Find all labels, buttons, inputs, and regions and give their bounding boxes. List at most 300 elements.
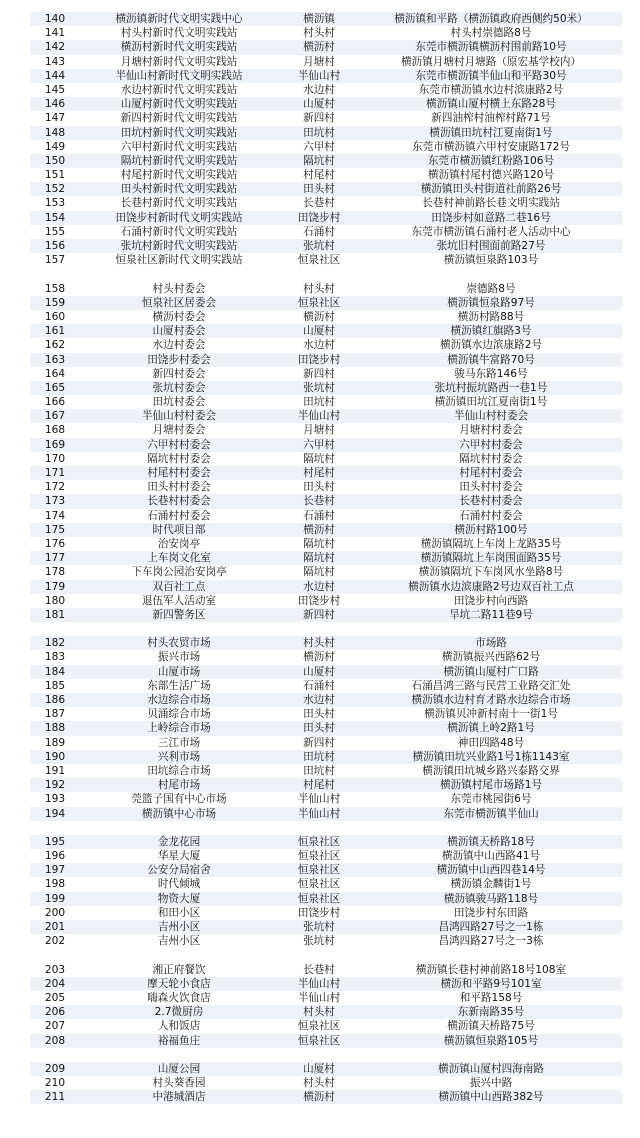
row-number: 185 (44, 679, 66, 692)
venue-name: 莞篮子国有中心市场 (131, 793, 227, 806)
venue-name: 湘正府餐饮 (152, 963, 206, 976)
table-row (30, 126, 622, 140)
table-row (30, 920, 622, 934)
village-name: 长巷村 (303, 963, 335, 976)
table-row (30, 509, 622, 523)
venue-address: 长巷村神前路长巷文明实践站 (422, 197, 560, 210)
venue-name: 吉州小区 (157, 935, 201, 948)
venue-name: 村尾村新时代文明实践站 (120, 169, 238, 182)
village-name: 水边村 (303, 580, 335, 593)
table-row (30, 111, 622, 125)
village-name: 田饶步村 (297, 906, 341, 919)
village-name: 横沥村 (303, 310, 335, 323)
village-name: 田头村 (303, 708, 335, 721)
table-row (30, 1034, 622, 1048)
venue-name: 村头农贸市场 (147, 637, 211, 650)
row-number: 188 (44, 722, 66, 735)
venue-name: 石涌村村委会 (147, 509, 211, 522)
venue-address: 横沥镇水边滨康路2号边双百社工点 (408, 580, 574, 593)
venue-name: 村尾村村委会 (147, 467, 211, 479)
row-number: 163 (44, 353, 66, 366)
venue-address: 田饶步村如意路二巷16号 (431, 211, 551, 224)
table-row (30, 381, 622, 395)
table-row (30, 863, 622, 877)
row-number: 193 (44, 793, 66, 806)
row-number: 153 (44, 197, 66, 210)
village-name: 山厦村 (303, 665, 335, 678)
venue-name: 半仙山村新时代文明实践站 (115, 69, 243, 82)
village-name: 恒泉社区 (297, 864, 341, 877)
village-name: 田坑村 (303, 750, 335, 763)
row-number: 155 (44, 225, 66, 238)
venue-address: 东莞市桃园街6号 (450, 793, 532, 806)
venue-address: 横沥镇金麟街1号 (450, 878, 532, 891)
row-number: 169 (44, 438, 66, 451)
table-row (30, 650, 622, 664)
group-separator (30, 1048, 622, 1062)
row-number: 192 (44, 779, 66, 792)
venue-address: 横沥镇村尾市场路1号 (439, 779, 543, 792)
table-row (30, 750, 622, 764)
table-row (30, 693, 622, 707)
venue-name: 田头村新时代文明实践站 (120, 183, 238, 196)
village-name: 石涌村 (303, 225, 335, 238)
village-name: 村尾村 (303, 779, 335, 792)
village-name: 村头村 (303, 282, 335, 295)
row-number: 194 (44, 807, 66, 820)
venue-address: 昌鸿四路27号之一1栋 (438, 921, 544, 933)
venue-address: 横沥镇中山西四巷14号 (436, 864, 546, 877)
village-name: 隔坑村 (303, 537, 335, 550)
venue-address: 东莞市横沥镇横沥村围前路10号 (415, 41, 567, 54)
row-number: 143 (44, 55, 66, 68)
village-name: 横沥镇 (303, 13, 335, 25)
village-name: 田头村 (303, 481, 335, 494)
venue-address: 骏马东路146号 (454, 367, 528, 380)
venue-name: 山厦市场 (157, 665, 201, 678)
venue-name: 山厦村新时代文明实践站 (120, 98, 238, 111)
venue-address: 田饶步村东田路 (453, 906, 529, 919)
venue-address: 旱坑二路11巷9号 (449, 608, 533, 621)
village-name: 恒泉社区 (297, 1034, 341, 1047)
group-separator (30, 948, 622, 962)
row-number: 158 (44, 282, 66, 295)
row-number: 172 (44, 481, 66, 494)
venue-name: 兴利市场 (157, 750, 201, 763)
village-name: 恒泉社区 (297, 878, 341, 891)
village-name: 田饶步村 (297, 211, 341, 224)
venue-name: 人和饭店 (157, 1020, 201, 1033)
venue-name: 月塘村新时代文明实践站 (120, 55, 238, 68)
venue-address: 东莞市横沥镇六甲村安康路172号 (412, 140, 570, 153)
venue-name: 吉州小区 (157, 921, 201, 933)
table-row (30, 551, 622, 565)
venue-address: 横沥镇山厦村四海南路 (438, 1062, 544, 1075)
venue-name: 田头村村委会 (147, 481, 211, 494)
table-row (30, 736, 622, 750)
village-name: 田头村 (303, 722, 335, 735)
village-name: 张坑村 (303, 240, 335, 252)
village-name: 半仙山村 (297, 793, 341, 806)
table-row (30, 12, 622, 26)
venue-address: 横沥镇振兴西路62号 (441, 651, 541, 664)
venue-address: 隔坑村村委会 (459, 452, 523, 465)
table-row (30, 367, 622, 381)
venue-name: 村头葵香园 (152, 1077, 206, 1090)
venue-address: 横沥和平路9号101室 (440, 977, 542, 990)
table-row (30, 1076, 622, 1090)
table-row (30, 849, 622, 863)
village-name: 横沥村 (303, 41, 335, 54)
venue-name: 三江市场 (157, 736, 201, 749)
table-row (30, 877, 622, 891)
row-number: 147 (44, 112, 66, 125)
venue-name: 公安分局宿舍 (147, 864, 211, 877)
venue-name: 长巷村村委会 (147, 495, 211, 508)
row-number: 179 (44, 580, 66, 593)
village-name: 新四村 (303, 608, 335, 621)
venue-address: 横沥镇山厦村广口路 (443, 665, 539, 678)
table-row (30, 310, 622, 324)
village-name: 山厦村 (303, 325, 335, 338)
table-row (30, 97, 622, 111)
venue-name: 上车岗文化室 (147, 552, 211, 565)
village-name: 新四村 (303, 736, 335, 749)
venue-address: 田头村村委会 (459, 481, 523, 494)
venue-name: 新四村委会 (152, 367, 206, 380)
venue-address: 横沥镇田坑城乡路兴泰路交界 (422, 764, 560, 777)
table-row (30, 69, 622, 83)
venue-address: 横沥镇山厦村横上东路28号 (425, 98, 556, 111)
row-number: 154 (44, 211, 66, 224)
venue-name: 和田小区 (157, 906, 201, 919)
venue-address: 昌鸿四路27号之一3栋 (438, 935, 544, 948)
row-number: 203 (44, 963, 66, 976)
village-name: 村头村 (303, 27, 335, 40)
venue-name: 石涌村新时代文明实践站 (120, 225, 238, 238)
table-row (30, 480, 622, 494)
table-row (30, 296, 622, 310)
venue-address: 横沥镇牛富路70号 (447, 353, 535, 366)
row-number: 201 (44, 921, 66, 933)
row-number: 191 (44, 764, 66, 777)
table-row (30, 26, 622, 40)
table-row (30, 40, 622, 54)
village-name: 石涌村 (303, 679, 335, 692)
venue-address: 振兴中路 (469, 1077, 513, 1090)
row-number: 144 (44, 69, 66, 82)
row-number: 167 (44, 410, 66, 423)
row-number: 204 (44, 977, 66, 990)
row-number: 200 (44, 906, 66, 919)
venue-name: 横沥镇新时代文明实践中心 (115, 13, 243, 25)
venue-address: 市场路 (475, 637, 507, 650)
venue-address: 东莞市横沥镇半仙山 (443, 807, 539, 820)
venue-address: 横沥镇恒泉路97号 (447, 296, 535, 309)
row-number: 187 (44, 708, 66, 721)
row-number: 211 (44, 1091, 66, 1104)
venue-name: 张坑村新时代文明实践站 (120, 240, 238, 252)
venue-address: 横沥镇水边村育才路水边综合市场 (411, 694, 571, 706)
table-row (30, 594, 622, 608)
venue-name: 长巷村新时代文明实践站 (120, 197, 238, 210)
venue-name: 振兴市场 (157, 651, 201, 664)
table-row (30, 196, 622, 210)
row-number: 210 (44, 1077, 66, 1090)
table-row (30, 977, 622, 991)
row-number: 190 (44, 750, 66, 763)
village-name: 半仙山村 (297, 991, 341, 1004)
venue-address: 横沥村路88号 (457, 310, 525, 323)
village-name: 田坑村 (303, 396, 335, 409)
village-name: 田坑村 (303, 126, 335, 139)
venue-name: 横沥村新时代文明实践站 (120, 41, 238, 54)
venue-name: 恒泉社区新时代文明实践站 (115, 254, 243, 267)
row-number: 189 (44, 736, 66, 749)
table-row (30, 707, 622, 721)
table-row (30, 409, 622, 423)
table-row (30, 211, 622, 225)
venue-name: 双百社工点 (152, 580, 206, 593)
table-row (30, 537, 622, 551)
row-number: 157 (44, 254, 66, 267)
venue-address: 石涌昌鸿三路与民营工业路交汇处 (411, 679, 571, 692)
table-row (30, 721, 622, 735)
venue-address: 横沥镇月塘村月塘路（原宏基学校内） (400, 55, 582, 68)
venue-address: 横沥镇恒泉路105号 (443, 1034, 539, 1047)
table-row (30, 1062, 622, 1076)
venue-address: 石涌村村委会 (459, 509, 523, 522)
table-row (30, 466, 622, 480)
venue-address: 横沥镇上岭2路1号 (447, 722, 535, 735)
village-name: 水边村 (303, 83, 335, 96)
village-name: 田饶步村 (297, 353, 341, 366)
table-row (30, 338, 622, 352)
venue-name: 中港城酒店 (152, 1091, 206, 1104)
venue-name: 嗨森火饮食店 (147, 991, 211, 1004)
table-row (30, 55, 622, 69)
row-number: 160 (44, 310, 66, 323)
table-row (30, 807, 622, 821)
venue-address: 横沥镇田坑村江夏南街1号 (429, 126, 553, 139)
village-name: 半仙山村 (297, 977, 341, 990)
venue-address: 横沥村路100号 (454, 523, 528, 536)
row-number: 152 (44, 183, 66, 196)
table-row (30, 83, 622, 97)
row-number: 164 (44, 367, 66, 380)
row-number: 159 (44, 296, 66, 309)
venue-name: 上岭综合市场 (147, 722, 211, 735)
venue-address: 横沥镇和平路（横沥镇政府西侧约50米） (394, 13, 588, 25)
village-name: 张坑村 (303, 935, 335, 948)
table-row (30, 324, 622, 338)
village-name: 横沥村 (303, 1091, 335, 1104)
village-name: 恒泉社区 (297, 850, 341, 863)
row-number: 168 (44, 424, 66, 437)
venue-address: 横沥镇田坑江夏南街1号 (434, 396, 548, 409)
village-name: 田头村 (303, 183, 335, 196)
table-row (30, 764, 622, 778)
table-row (30, 679, 622, 693)
venue-address: 张坑村振坑路西一巷1号 (434, 381, 548, 394)
table-row (30, 934, 622, 948)
venue-name: 2.7微厨房 (154, 1006, 204, 1019)
venue-name: 华星大厦 (157, 850, 201, 863)
table-row (30, 565, 622, 579)
venue-address: 横沥镇恒泉路103号 (443, 254, 539, 267)
table-row (30, 906, 622, 920)
venue-address: 横沥镇村尾村德兴路120号 (427, 169, 555, 182)
row-number: 208 (44, 1034, 66, 1047)
row-number: 149 (44, 140, 66, 153)
row-number: 182 (44, 637, 66, 650)
village-name: 半仙山村 (297, 807, 341, 820)
row-number: 165 (44, 381, 66, 394)
village-name: 半仙山村 (297, 69, 341, 82)
village-name: 山厦村 (303, 98, 335, 111)
table-row (30, 608, 622, 622)
venue-name: 六甲村村委会 (147, 438, 211, 451)
table-row (30, 665, 622, 679)
venue-name: 横沥村委会 (152, 310, 206, 323)
row-number: 162 (44, 339, 66, 352)
row-number: 176 (44, 537, 66, 550)
venue-address: 东莞市横沥镇半仙山和平路30号 (415, 69, 567, 82)
venue-address: 长巷村村委会 (459, 495, 523, 508)
village-name: 月塘村 (303, 55, 335, 68)
venue-address: 横沥镇田头村街道社前路26号 (420, 183, 562, 196)
venue-name: 治安岗亭 (157, 537, 201, 550)
row-number: 141 (44, 27, 66, 40)
village-name: 村头村 (303, 1077, 335, 1090)
table-row (30, 523, 622, 537)
venue-name: 月塘村委会 (152, 424, 206, 437)
table-row (30, 154, 622, 168)
row-number: 197 (44, 864, 66, 877)
row-number: 183 (44, 651, 66, 664)
row-number: 166 (44, 396, 66, 409)
venue-name: 时代项目部 (152, 523, 206, 536)
group-separator (30, 267, 622, 281)
venue-name: 水边综合市场 (147, 694, 211, 706)
village-name: 山厦村 (303, 1062, 335, 1075)
village-name: 张坑村 (303, 381, 335, 394)
venue-address: 横沥镇贝冲新村南十一街1号 (424, 708, 558, 721)
row-number: 205 (44, 991, 66, 1004)
venue-address: 东莞市横沥镇石涌村老人活动中心 (411, 225, 571, 238)
group-separator (30, 821, 622, 835)
row-number: 195 (44, 835, 66, 848)
village-name: 水边村 (303, 694, 335, 706)
venue-address: 张坑旧村围面前路27号 (436, 240, 546, 252)
venue-address: 六甲村村委会 (459, 438, 523, 451)
venue-address: 横沥镇天桥路18号 (447, 835, 535, 848)
venue-name: 贝涌综合市场 (147, 708, 211, 721)
venue-name: 村尾市场 (157, 779, 201, 792)
venue-address: 村头村崇德路8号 (450, 27, 532, 40)
table-row (30, 168, 622, 182)
village-name: 新四村 (303, 367, 335, 380)
venue-address: 横沥镇红旗路3号 (450, 325, 532, 338)
venue-name: 水边村新时代文明实践站 (120, 83, 238, 96)
row-number: 148 (44, 126, 66, 139)
venue-address: 月塘村村委会 (459, 424, 523, 437)
village-name: 隔坑村 (303, 452, 335, 465)
village-name: 村尾村 (303, 467, 335, 479)
village-name: 隔坑村 (303, 566, 335, 579)
table-row (30, 892, 622, 906)
table-row (30, 438, 622, 452)
venue-name: 物资大厦 (157, 892, 201, 905)
venue-address: 横沥镇天桥路75号 (447, 1020, 535, 1033)
venue-name: 半仙山村村委会 (141, 410, 217, 423)
venue-address: 东莞市横沥镇水边村滨康路2号 (418, 83, 564, 96)
table-row (30, 395, 622, 409)
row-number: 196 (44, 850, 66, 863)
row-number: 140 (44, 13, 66, 25)
village-name: 月塘村 (303, 424, 335, 437)
venue-address: 东莞市横沥镇红粉路106号 (427, 154, 555, 167)
venue-name: 摩天轮小食店 (147, 977, 211, 990)
village-name: 恒泉社区 (297, 296, 341, 309)
row-number: 173 (44, 495, 66, 508)
table-row (30, 636, 622, 650)
venue-name: 田坑综合市场 (147, 764, 211, 777)
venue-name: 恒泉社区居委会 (141, 296, 217, 309)
table-row (30, 580, 622, 594)
venue-name: 山厦公园 (157, 1062, 201, 1075)
venue-name: 东部生活广场 (147, 679, 211, 692)
row-number: 146 (44, 98, 66, 111)
venue-name: 横沥镇中心市场 (141, 807, 217, 820)
village-name: 田坑村 (303, 764, 335, 777)
village-name: 恒泉社区 (297, 892, 341, 905)
table-row (30, 835, 622, 849)
row-number: 202 (44, 935, 66, 948)
venue-address: 横沥镇隔坑上车岗围面路35号 (420, 552, 562, 565)
venue-name: 时代倾城 (157, 878, 201, 891)
table-row (30, 353, 622, 367)
venue-address: 横沥镇骏马路118号 (443, 892, 539, 905)
venue-name: 退伍军人活动室 (141, 594, 217, 607)
table-row (30, 963, 622, 977)
row-number: 174 (44, 509, 66, 522)
row-number: 178 (44, 566, 66, 579)
venue-name: 新四村新时代文明实践站 (120, 112, 238, 125)
village-name: 长巷村 (303, 197, 335, 210)
row-number: 145 (44, 83, 66, 96)
venue-name: 山厦村委会 (152, 325, 206, 338)
table-row (30, 1005, 622, 1019)
venue-name: 裕福鱼庄 (157, 1034, 201, 1047)
table-row (30, 1019, 622, 1033)
village-name: 六甲村 (303, 140, 335, 153)
village-name: 村头村 (303, 1006, 335, 1019)
venue-name: 隔坑村新时代文明实践站 (120, 154, 238, 167)
row-number: 209 (44, 1062, 66, 1075)
row-number: 199 (44, 892, 66, 905)
village-name: 恒泉社区 (297, 1020, 341, 1033)
venue-address: 横沥镇隔坑上车岗上龙路35号 (420, 537, 562, 550)
venue-name: 田饶步村新时代文明实践站 (115, 211, 243, 224)
row-number: 180 (44, 594, 66, 607)
table-row (30, 792, 622, 806)
table-row (30, 140, 622, 154)
village-name: 隔坑村 (303, 552, 335, 565)
venue-name: 张坑村委会 (152, 381, 206, 394)
row-number: 142 (44, 41, 66, 54)
table-row (30, 778, 622, 792)
